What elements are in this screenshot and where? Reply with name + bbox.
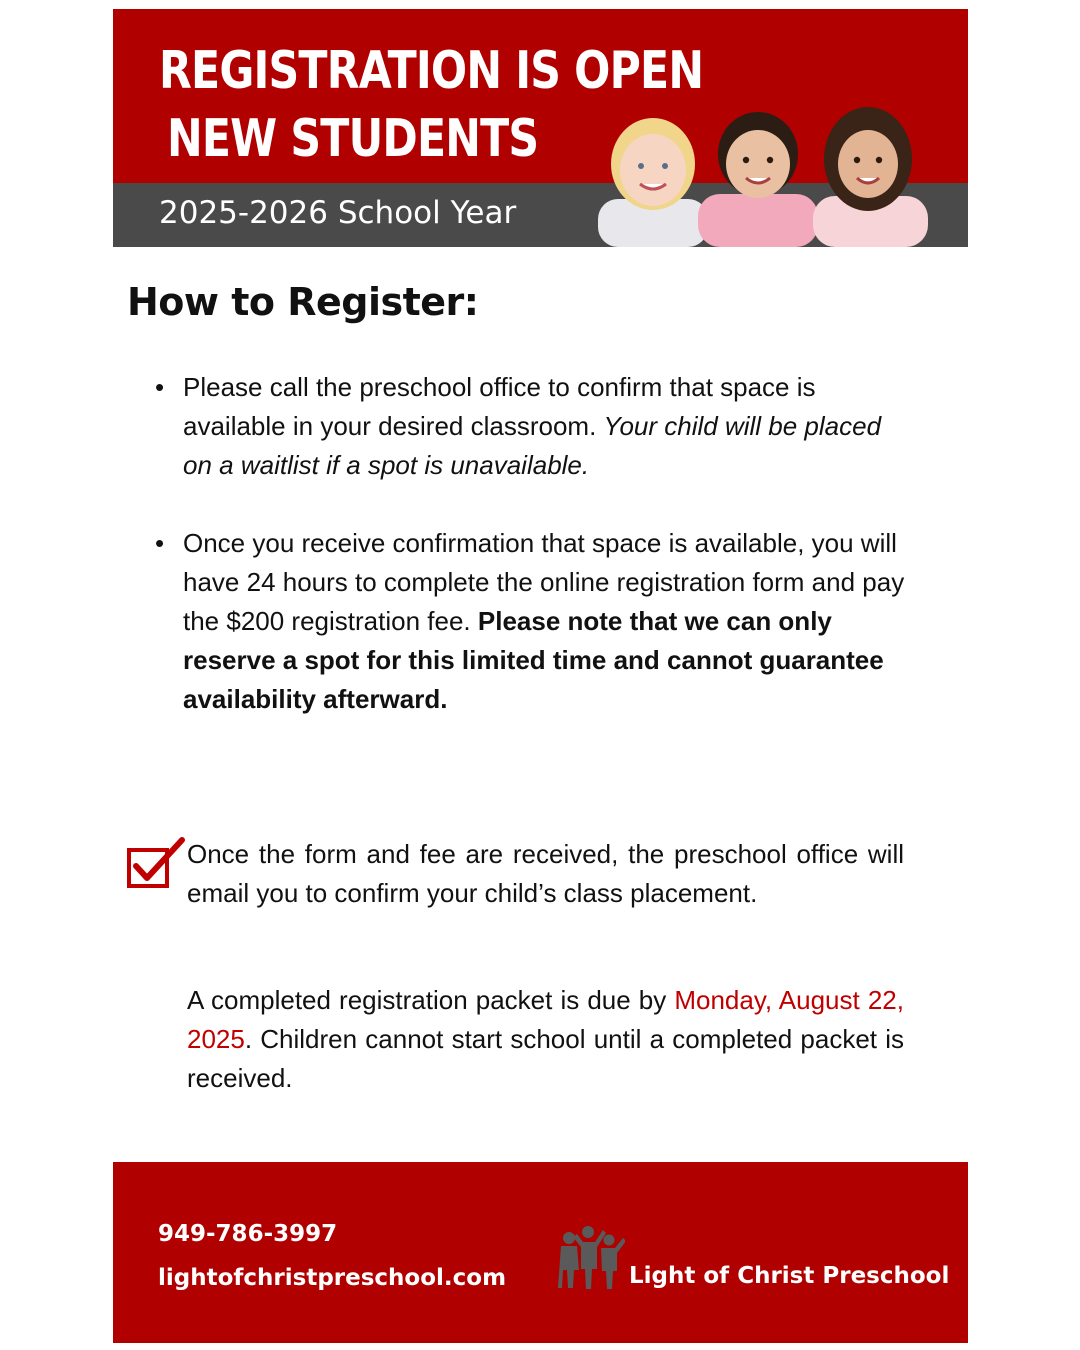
headline-registration-open: REGISTRATION IS OPEN (159, 41, 704, 101)
registration-steps-list (155, 368, 915, 758)
checkbox-check-icon (126, 836, 186, 890)
list-item (155, 368, 915, 485)
children-silhouette-logo-icon (555, 1224, 625, 1290)
phone-number[interactable]: 949-786-3997 (158, 1221, 338, 1247)
step-1-waitlist-note: Your child will be placed on a waitlist if a spot is unavailable. (183, 411, 882, 480)
child-photo-1 (598, 118, 708, 247)
step-1-main: Please call the preschool office to confirm that space is available in your desired classroom. (183, 372, 816, 441)
school-year-label: 2025-2026 School Year (159, 195, 517, 231)
list-item (155, 524, 915, 719)
child-photo-3 (813, 107, 928, 247)
confirmation-paragraph: Once the form and fee are received, the preschool office will email you to confirm your child’s class placement. (187, 839, 904, 908)
packet-due-date: Monday, August 22, 2025 (187, 985, 904, 1054)
step-2-main: Once you receive confirmation that space is available, you will have 24 hours to complete the online registration form and pay the $200 registration fee. (183, 528, 905, 636)
section-title: How to Register: (127, 280, 479, 324)
footer-banner (113, 1162, 968, 1343)
bullet-dot-icon: • (155, 372, 165, 402)
packet-paragraph (187, 981, 904, 1098)
step-2-text (183, 524, 915, 719)
child-photo-2 (698, 112, 818, 247)
packet-text-before: A completed registration packet is due by (187, 985, 675, 1015)
bullet-dot-icon: • (155, 528, 165, 558)
step-1-text (183, 368, 915, 485)
website-link[interactable]: lightofchristpreschool.com (158, 1265, 507, 1291)
headline-new-students: NEW STUDENTS (167, 109, 539, 169)
step-2-reservation-note: Please note that we can only reserve a spot for this limited time and cannot guarantee availability afterward. (183, 606, 884, 714)
school-name: Light of Christ Preschool (629, 1263, 950, 1289)
header-banner (113, 9, 968, 247)
children-photo (578, 104, 963, 247)
packet-text-after: . Children cannot start school until a completed packet is received. (187, 1024, 904, 1093)
